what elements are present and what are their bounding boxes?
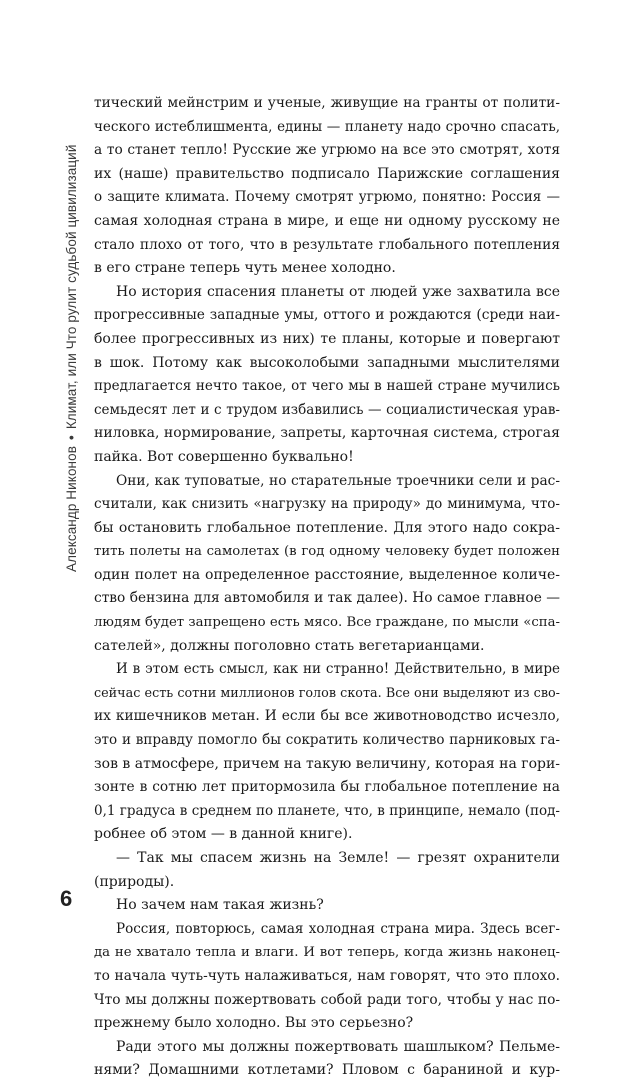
text-line: считали, как снизить «нагрузку на природу» до минимума, что- [94,496,560,513]
text-line: сейчас есть сотни миллионов голов скота. Все они выделяют из сво- [94,685,560,701]
text-line: пайка. Вот совершенно буквально! [94,448,354,465]
body-text [94,92,560,1083]
running-header-title: Климат, или Что рулит судьбой цивилизаций [64,144,79,430]
text-line: сателей», должны поголовно стать вегетарианцами. [94,637,485,654]
text-line: более прогрессивных из них) те планы, которые и повергают [94,330,560,347]
text-line: И в этом есть смысл, как ни странно! Действительно, в мире [116,661,560,678]
text-line: нями? Домашними котлетами? Пловом с бараниной и кур- [94,1062,560,1079]
text-line: тический мейнстрим и ученые, живущие на гранты от полити- [94,95,560,111]
text-line: ниловка, нормирование, запреты, карточная система, строгая [94,425,560,442]
text-line: самая холодная страна в мире, и еще ни одному русскому не [94,212,560,229]
text-line: один полет на определенное расстояние, выделенное количе- [94,566,560,583]
text-line: Но зачем нам такая жизнь? [116,897,324,914]
text-line: Ради этого мы должны пожертвовать шашлыком? Пельме- [116,1038,560,1055]
page-number: 6 [60,886,73,911]
running-header [64,145,79,572]
text-line: (природы). [94,873,175,890]
text-line: в его стране теперь чуть менее холодно. [94,260,396,277]
text-line: предлагается нечто такое, от чего мы в нашей стране мучились [94,378,560,395]
text-line: их кишечников метан. И если бы все животноводство исчезло, [94,708,560,725]
text-line: тить полеты на самолетах (в год одному человеку будет положен [94,544,560,560]
text-line: ство бензина для автомобиля и так далее). Но самое главное — [94,590,560,607]
text-line: Они, как туповатые, но старательные троечники сели и рас- [116,472,560,489]
running-header-author: Александр Никонов [64,446,79,572]
text-line: Но история спасения планеты от людей уже захватила все [116,283,560,300]
text-line: зов в атмосфере, причем на такую величину, которая на гори- [94,755,560,772]
text-line: прогрессивные западные умы, оттого и рождаются (среди наи- [94,307,560,324]
text-line: 0,1 градуса в среднем по планете, что, в принципе, немало (под- [94,802,560,819]
running-header-separator: • [64,435,79,440]
text-line: бы остановить глобальное потепление. Для этого надо сокра- [94,519,560,536]
text-line: это и вправду помогло бы сократить количество парниковых га- [94,732,560,749]
text-line: стало плохо от того, что в результате глобального потепления [94,236,560,253]
text-line: — Так мы спасем жизнь на Земле! — грезят охранители [116,850,560,866]
text-line: о защите климата. Почему смотрят угрюмо, понятно: Россия — [94,189,560,206]
text-line: людям будет запрещено есть мясо. Все граждане, по мысли «спа- [94,615,560,631]
text-line: прежнему было холодно. Вы это серьезно? [94,1015,414,1032]
text-line: а то станет тепло! Русские же угрюмо на все это смотрят, хотя [94,142,560,159]
text-line: семьдесят лет и с трудом избавились — социалистическая урав- [94,401,560,418]
text-line: зонте в сотню лет притормозила бы глобальное потепление на [94,779,560,796]
text-line: Что мы должны пожертвовать собой ради того, чтобы у нас по- [94,991,560,1008]
text-line: Россия, повторюсь, самая холодная страна мира. Здесь всег- [116,920,560,937]
text-line: то начала чуть-чуть налаживаться, нам говорят, что это плохо. [94,967,560,984]
text-line: в шок. Потому как высоколобыми западными мыслителями [94,354,560,371]
text-line: ческого истеблишмента, едины — планету надо срочно спасать, [94,118,560,135]
text-line: их (наше) правительство подписало Парижские соглашения [94,165,560,182]
text-line: робнее об этом — в данной книге). [94,826,353,843]
text-line: да не хватало тепла и влаги. И вот теперь, когда жизнь наконец- [94,945,560,961]
